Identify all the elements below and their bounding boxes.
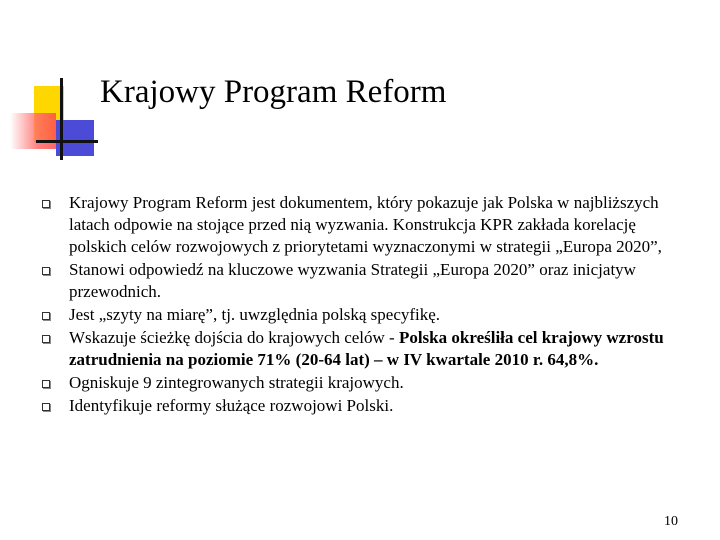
bullet-text: Ogniskuje 9 zintegrowanych strategii krajowych. <box>69 373 404 392</box>
bullet-text: Jest „szyty na miarę”, tj. uwzględnia polską specyfikę. <box>69 305 441 324</box>
square-bullet-icon <box>42 380 50 388</box>
square-bullet-icon <box>42 267 50 275</box>
page-number: 10 <box>664 514 678 529</box>
bullet-item <box>42 304 682 326</box>
bullet-item <box>42 259 682 303</box>
bullet-item <box>42 327 682 371</box>
bullet-text: Stanowi odpowiedź na kluczowe wyzwania Strategii „Europa 2020” oraz inicjatyw przewodnich. <box>69 260 636 301</box>
square-bullet-icon <box>42 200 50 208</box>
bullet-list <box>42 192 682 418</box>
decorative-logo <box>0 0 110 170</box>
square-bullet-icon <box>42 335 50 343</box>
square-bullet-icon <box>42 312 50 320</box>
bullet-text: Identyfikuje reformy służące rozwojowi Polski. <box>69 396 394 415</box>
bullet-item <box>42 395 682 417</box>
logo-horizontal-line <box>36 140 98 143</box>
bullet-bold-text: Polska określiła cel krajowy wzrostu zatrudnienia na poziomie 71% (20-64 lat) – w IV kwartale 2010 r. 64,8%. <box>69 328 664 369</box>
bullet-text: Krajowy Program Reform jest dokumentem, który pokazuje jak Polska w najbliższych latach odpowie na stojące przed nią wyzwania. Konstrukcja KPR zakłada korelację polskich celów rozwojowych z priorytetami wyznaczonymi w strategii „Europa 2020”, <box>69 193 662 256</box>
bullet-text: Wskazuje ścieżkę dojścia do krajowych celów - <box>69 328 399 347</box>
bullet-item <box>42 372 682 394</box>
bullet-item <box>42 192 682 258</box>
logo-red-square <box>10 113 56 149</box>
logo-vertical-line <box>60 78 63 160</box>
slide-title: Krajowy Program Reform <box>100 74 447 110</box>
square-bullet-icon <box>42 403 50 411</box>
